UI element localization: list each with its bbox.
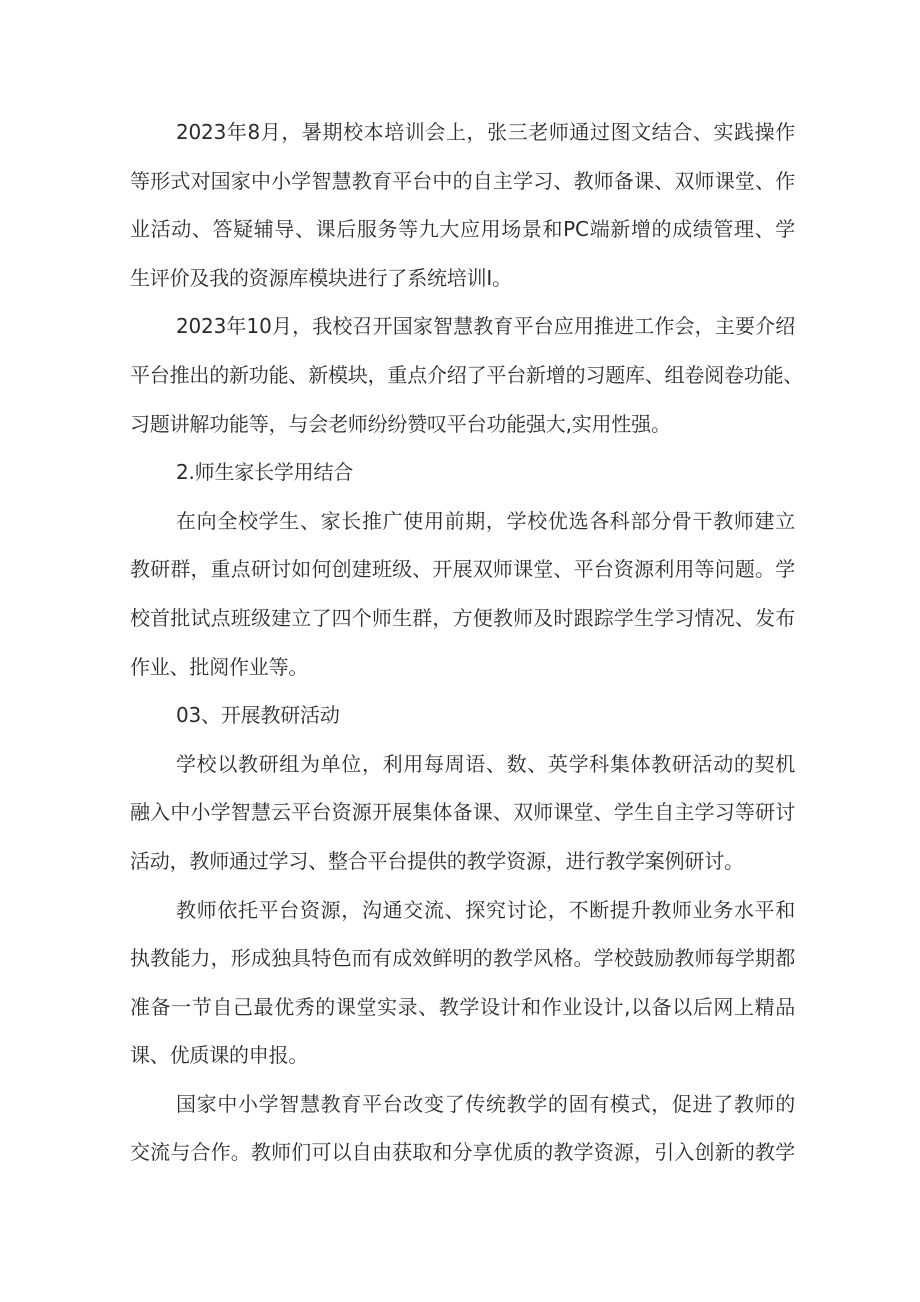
text-line: 生评价及我的资源库模块进行了系统培训I。 [130, 265, 512, 290]
paragraph [130, 740, 795, 886]
paragraph [130, 108, 795, 302]
text-line: 03、开展教研活动 [176, 703, 340, 728]
text-line: 学校以教研组为单位，利用每周语、数、英学科集体教研活动的契机 [176, 751, 795, 776]
text-line: 校首批试点班级建立了四个师生群，方便教师及时跟踪学生学习情况、发布 [130, 605, 795, 630]
paragraph [130, 886, 795, 1080]
paragraph [130, 302, 804, 448]
text-line: 平台推出的新功能、新模块，重点介绍了平台新增的习题库、组卷阅卷功能、 [130, 362, 804, 387]
text-line: 作业、批阅作业等。 [130, 654, 309, 679]
text-line: 准备一节自己最优秀的课堂实录、教学设计和作业设计,以备以后网上精品 [130, 994, 795, 1019]
paragraph [130, 691, 795, 740]
text-line: 国家中小学智慧教育平台改变了传统教学的固有模式，促进了教师的 [176, 1091, 795, 1116]
paragraph [130, 497, 795, 691]
text-line: 在向全校学生、家长推广使用前期，学校优选各科部分骨干教师建立 [176, 508, 795, 533]
document-body [130, 108, 804, 1177]
text-line: 融入中小学智慧云平台资源开展集体备课、双师课堂、学生自主学习等研讨 [130, 800, 795, 825]
text-line: 教师依托平台资源，沟通交流、探究讨论，不断提升教师业务水平和 [176, 897, 795, 922]
text-line: 交流与合作。教师们可以自由获取和分享优质的教学资源，引入创新的教学 [130, 1140, 795, 1165]
text-line: 业活动、答疑辅导、课后服务等九大应用场景和PC端新增的成绩管理、学 [130, 217, 795, 242]
paragraph [130, 448, 795, 497]
text-line: 课、优质课的申报。 [130, 1043, 309, 1068]
text-line: 教研群，重点研讨如何创建班级、开展双师课堂、平台资源利用等问题。学 [130, 557, 795, 582]
text-line: 习题讲解功能等，与会老师纷纷赞叹平台功能强大,实用性强。 [130, 411, 671, 436]
text-line: 活动，教师通过学习、整合平台提供的教学资源，进行教学案例研讨。 [130, 848, 744, 873]
text-line: 等形式对国家中小学智慧教育平台中的自主学习、教师备课、双师课堂、作 [130, 168, 795, 193]
text-line: 2023年10月，我校召开国家智慧教育平台应用推进工作会，主要介绍 [176, 314, 795, 339]
text-line: 执教能力，形成独具特色而有成效鲜明的教学风格。学校鼓励教师每学期都 [130, 946, 795, 971]
paragraph [130, 1080, 795, 1177]
text-line: 2.师生家长学用结合 [176, 460, 354, 485]
text-line: 2023年8月，暑期校本培训会上，张三老师通过图文结合、实践操作 [176, 120, 795, 144]
